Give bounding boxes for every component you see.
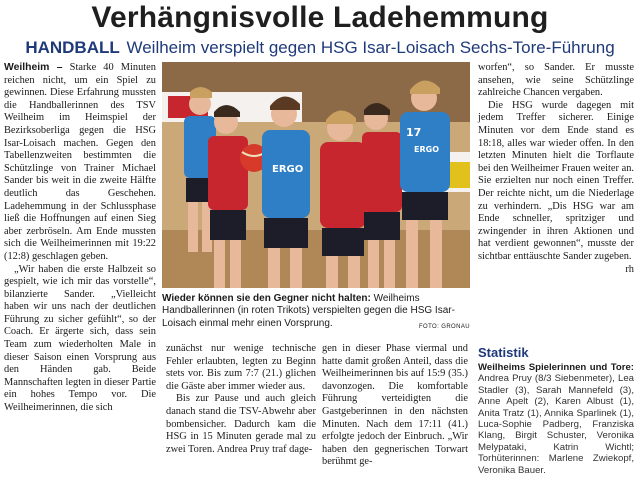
jersey-sponsor-right: ERGO [414,145,439,154]
photo-caption [162,293,470,333]
stats-heading: Statistik [478,345,529,360]
headline: Verhängnisvolle Ladehemmung [91,1,549,34]
dateline: Weilheim – [4,62,63,73]
subheadline-text: Weilheim verspielt gegen HSG Isar-Loisach Sechs-Tore-Führung [126,38,615,57]
caption-text: Weilheims Handballerinnen (in roten Trikots) verspielten gegen die HSG Isar-Loisach einmal mehr einen Vorsprung. [162,293,455,329]
paragraph-text: Starke 40 Minuten reichen nicht, um ein Spiel zu gewinnen. Diese Erfahrung mussten die Handballerinnen des TSV Weilheim im Heimspiel der Bezirksoberliga gegen die HSG Isar-Loisach machen. Gegen den Tabellenzweiten bestimmten die Schützlinge von Trainer Michael Sander bis weit in die zweite Hälfte deutlich das Geschehen. Ladehemmung in der Schlussphase ließ die Hoffnungen auf einen Sieg aber zerbröseln. Am Ende mussten sich die Weilheimerinnen mit 19:22 (12:8) geschlagen geben. [4,62,156,262]
article-photo [162,62,470,288]
article-column-2 [166,343,316,456]
article-column-3 [322,343,468,469]
paragraph: zunächst nur wenige technische Fehler erlaubten, legten zu Beginn stets vor. Bis zum 7:7 (21.) glichen die Gäste aber immer wieder aus. [166,343,316,392]
jersey-sponsor: ERGO [272,164,304,175]
paragraph: Bis zur Pause und auch gleich danach stand die TSV-Abwehr aber bombensicher. Dadurch kam die HSG in 15 Minuten gerade mal zu zwei Toren. Andrea Pruy traf dage- [166,393,316,455]
article-column-1 [4,62,156,415]
paragraph: worfen“, so Sander. Er musste ansehen, wie seine Schützlinge zahlreiche Chancen vergaben. [478,62,634,99]
caption-lead: Wieder können sie den Gegner nicht halten: [162,293,371,304]
article-column-4 [478,62,634,276]
paragraph: „Wir haben die erste Halbzeit so gespielt, wie ich mir das vorstelle“, bilanzierte Sander. „Vielleicht haben wir uns nach der deutlichen Führung zu sicher gefühlt“, so der Coach. Er ärgerte sich, dass sein Team zum wiederholten Male in dieser Saison einen Vorsprung aus den Händen gab. Beide Mannschaften legten in dieser Partie ein hohes Tempo vor. Die Weilheimerinnen, die sich [4,263,156,414]
paragraph: gen in dieser Phase viermal und hatte damit großen Anteil, dass die Weilheimerinnen bis auf 15:9 (35.) davonzogen. Die komfortable Führung verteidigten die Gastgeberinnen in den nächsten Minuten. Nach dem 17:11 (41.) erfolgte jedoch der Einbruch. „Wir haben den gegnerischen Torwart berühmt ge- [322,343,468,468]
paragraph [478,99,634,275]
paragraph-text: Die HSG wurde dagegen mit jedem Treffer sicherer. Einige Minuten vor dem Ende stand es 18:18, alles war wieder offen. In den letzten Minuten hielt die Torflaute bei den Weilheimer Frauen weiter an. Sie erzielten nur noch einen Treffer. Der reichte nicht, um die Niederlage zu verhindern. „Dis HSG war am Ende schneller, spritziger und zwingender in ihren Aktionen und hat verdient gewonnen“, musste der sichtbar enttäuschte Sander zugeben. [478,99,634,262]
subheadline [0,37,640,59]
jersey-number: 17 [406,126,422,139]
stats-box [478,362,634,476]
stats-label: Weilheims Spielerinnen und Tore: [478,362,634,373]
paragraph [4,62,156,264]
handball-scene [162,62,470,288]
stats-text: Andrea Pruy (8/3 Siebenmeter), Lea Stadler (3), Sarah Mannefeld (3), Anne Apelt (2), Karen Albust (1), Anita Tratz (1), Annika Sparlinek (1), Luca-Sophie Padberg, Franziska Klang, Birgit Schuster, Veronika Melypataki, Katrin Wichtl; Torhüterinnen: Marlene Zwiekopf, Veronika Bauer. [478,373,634,476]
kicker: HANDBALL [25,38,120,57]
author-initials: rh [625,263,634,275]
photo-credit: FOTO: GRONAU [418,323,470,330]
